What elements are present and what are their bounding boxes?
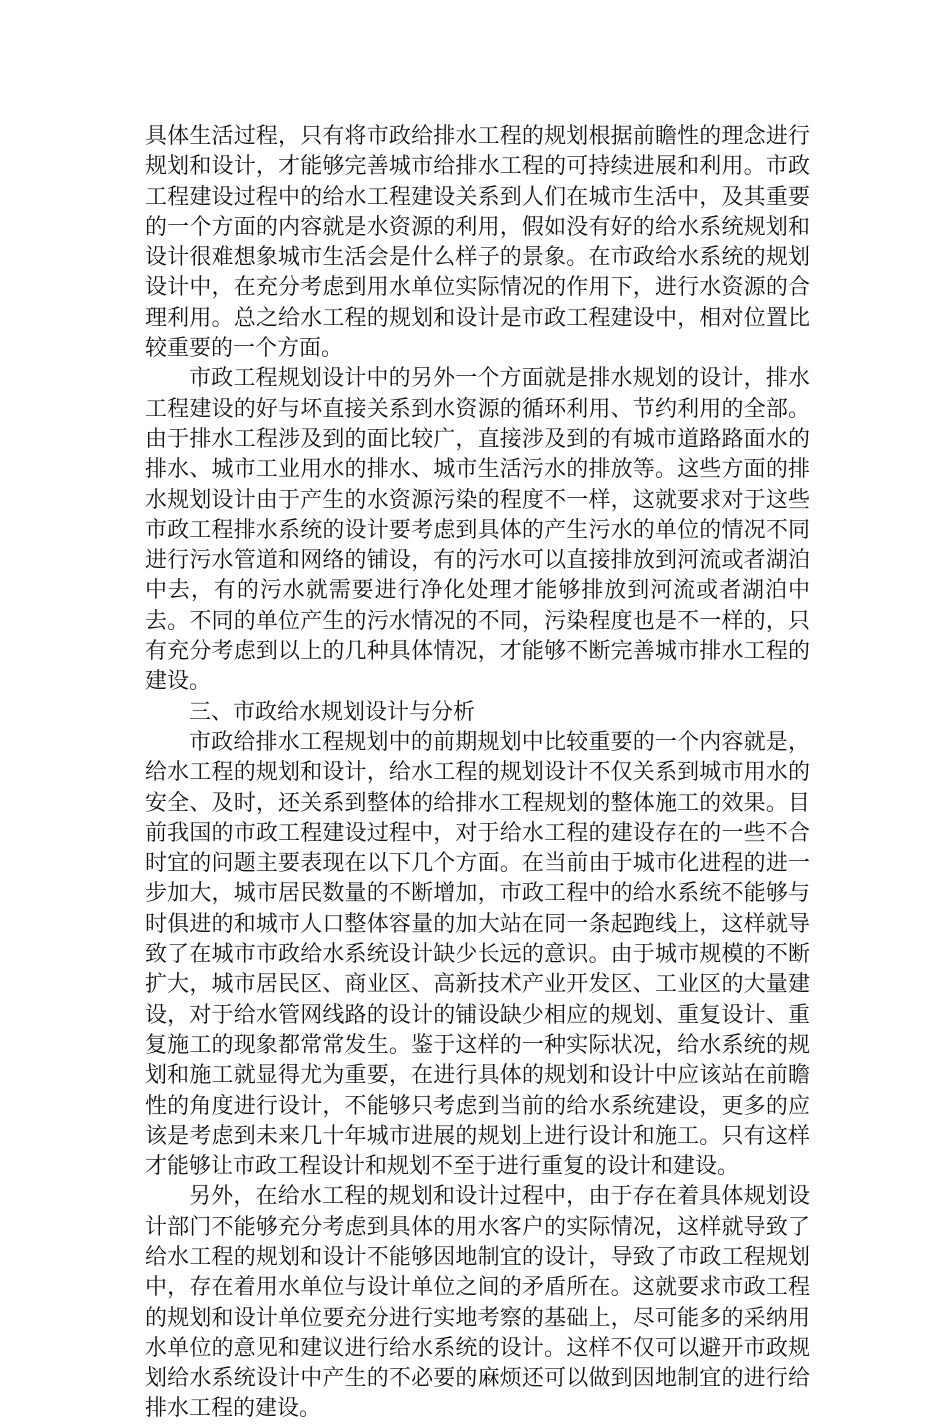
section-heading: 三、市政给水规划设计与分析 — [189, 699, 476, 725]
paragraph-design-conflicts: 另外，在给水工程的规划和设计过程中，由于存在着具体规划设计部门不能够充分考虑到具体的用水客户的实际情况，这样就导致了给水工程的规划和设计不能够因地制宜的设计，导致了市政工程规划中，存在着用水单位与设计单位之间的矛盾所在。这就要求市政工程的规划和设计单位要充分进行实地考察的基础上，尽可能多的采纳用水单位的意见和建议进行给水系统的设计。这样不仅可以避开市政规划给水系统设计中产生的不必要的麻烦还可以做到因地制宜的进行给排水工程的建设。 — [145, 1184, 810, 1422]
paragraph-water-supply-planning: 市政给排水工程规划中的前期规划中比较重要的一个内容就是，给水工程的规划和设计，给水工程的规划设计不仅关系到城市用水的安全、及时，还关系到整体的给排水工程规划的整体施工的效果。目前我国的市政工程建设过程中，对于给水工程的建设存在的一些不合时宜的问题主要表现在以下几个方面。在当前由于城市化进程的进一步加大，城市居民数量的不断增加，市政工程中的给水系统不能够与时俱进的和城市人口整体容量的加大站在同一条起跑线上，这样就导致了在城市市政给水系统设计缺少长远的意识。由于城市规模的不断扩大，城市居民区、商业区、高新技术产业开发区、工业区的大量建设，对于给水管网线路的设计的铺设缺少相应的规划、重复设计、重复施工的现象都常常发生。鉴于这样的一种实际状况，给水系统的规划和施工就显得尤为重要，在进行具体的规划和设计中应该站在前瞻性的角度进行设计，不能够只考虑到当前的给水系统建设，更多的应该是考虑到未来几十年城市进展的规划上进行设计和施工。只有这样才能够让市政工程设计和规划不至于进行重复的设计和建设。 — [145, 729, 810, 1180]
document-body — [145, 122, 810, 1425]
paragraph-continuation: 具体生活过程，只有将市政给排水工程的规划根据前瞻性的理念进行规划和设计，才能够完善城市给排水工程的可持续进展和利用。市政工程建设过程中的给水工程建设关系到人们在城市生活中，及其重要的一个方面的内容就是水资源的利用，假如没有好的给水系统规划和设计很难想象城市生活会是什么样子的景象。在市政给水系统的规划设计中，在充分考虑到用水单位实际情况的作用下，进行水资源的合理利用。总之给水工程的规划和设计是市政工程建设中，相对位置比较重要的一个方面。 — [145, 124, 810, 362]
paragraph-drainage-planning: 市政工程规划设计中的另外一个方面就是排水规划的设计，排水工程建设的好与坏直接关系到水资源的循环利用、节约利用的全部。由于排水工程涉及到的面比较广，直接涉及到的有城市道路路面水的排水、城市工业用水的排水、城市生活污水的排放等。这些方面的排水规划设计由于产生的水资源污染的程度不一样，这就要求对于这些市政工程排水系统的设计要考虑到具体的产生污水的单位的情况不同进行污水管道和网络的铺设，有的污水可以直接排放到河流或者湖泊中去，有的污水就需要进行净化处理才能够排放到河流或者湖泊中去。不同的单位产生的污水情况的不同，污染程度也是不一样的，只有充分考虑到以上的几种具体情况，才能够不断完善城市排水工程的建设。 — [145, 366, 810, 695]
